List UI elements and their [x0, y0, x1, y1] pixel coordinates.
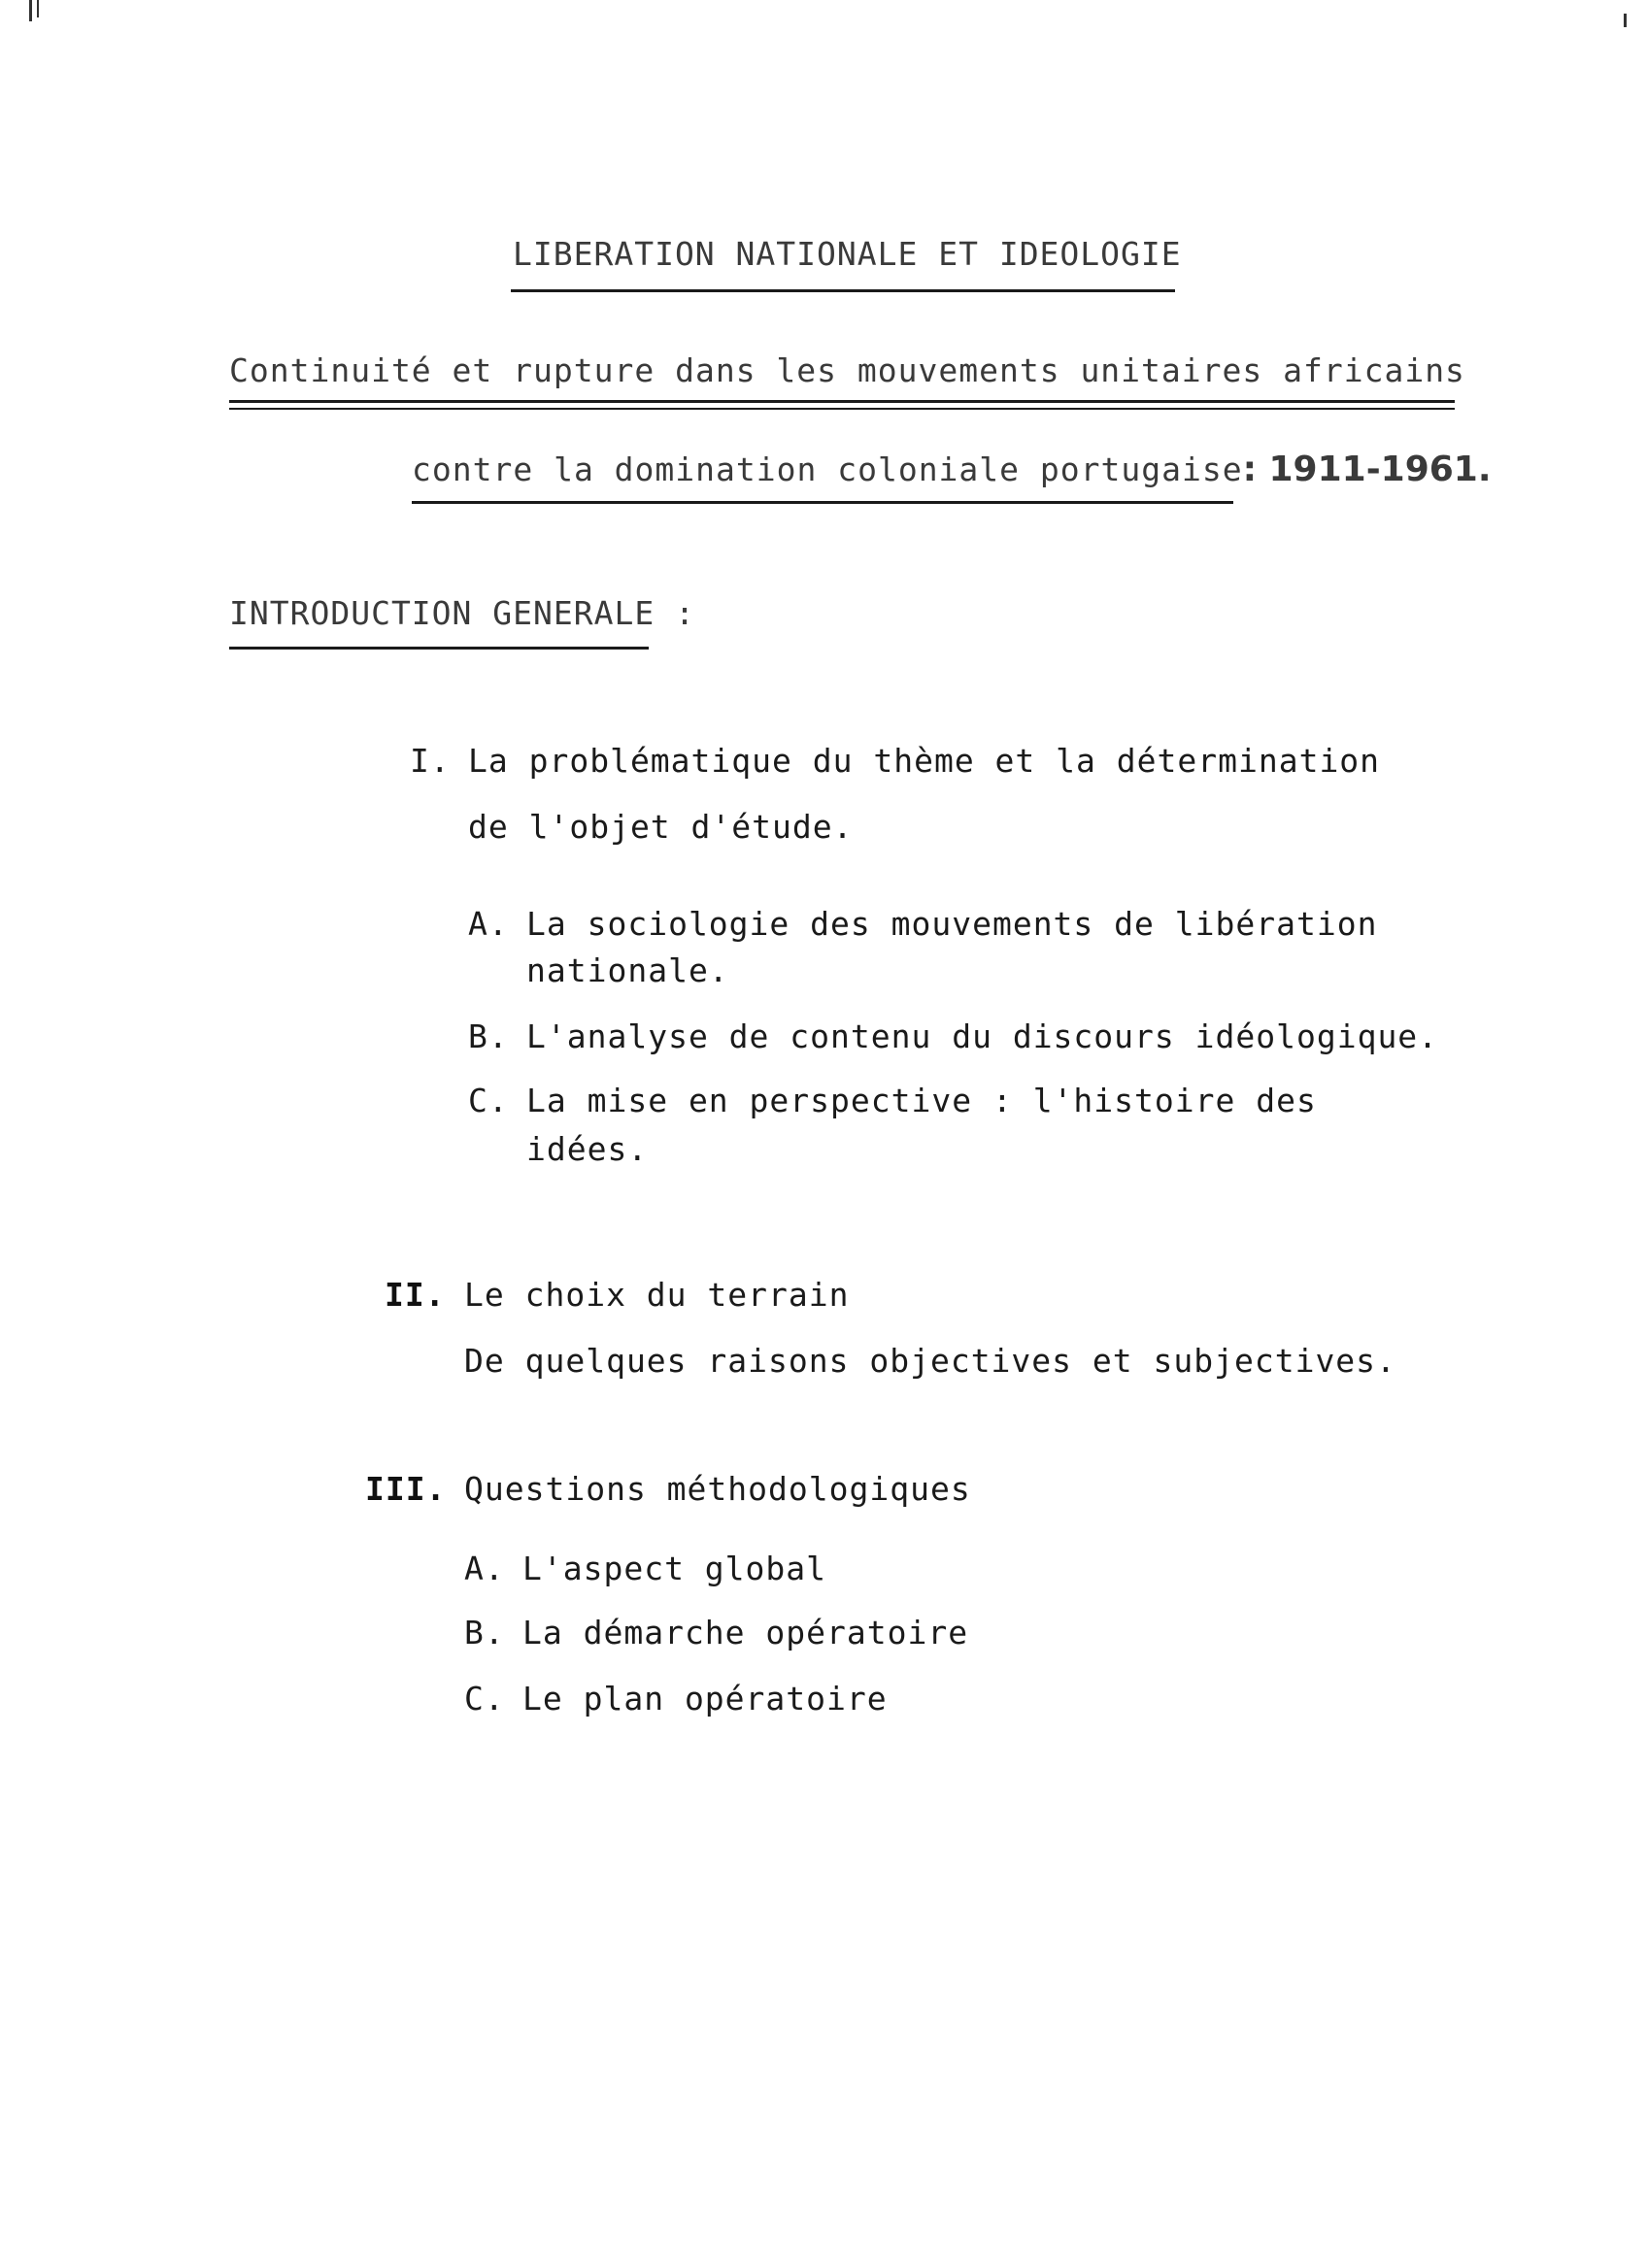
section-1-item-a-line-2: nationale. [526, 951, 729, 989]
section-2-line-1: Le choix du terrain [464, 1276, 850, 1314]
section-1-item-c-line-2: idées. [526, 1130, 649, 1168]
section-1-item-a-letter: A. [468, 905, 509, 943]
scan-mark [29, 0, 32, 21]
section-3-item-b-letter: B. [464, 1614, 505, 1651]
scan-mark [37, 0, 39, 17]
section-1-item-a-line-1: La sociologie des mouvements de libération [526, 905, 1378, 943]
title-underline [511, 289, 1175, 292]
subtitle-line-2 [412, 450, 1492, 489]
section-2-line-2: De quelques raisons objectives et subjectives. [464, 1342, 1396, 1380]
subtitle-underline-1b [229, 408, 1455, 410]
section-1-item-b-line-1: L'analyse de contenu du discours idéologique. [526, 1017, 1439, 1055]
section-1-item-b-letter: B. [468, 1017, 509, 1055]
introduction-heading: INTRODUCTION GENERALE : [229, 594, 695, 632]
section-1-item-c-letter: C. [468, 1082, 509, 1119]
subtitle-line-2-text: contre la domination coloniale portugaise [412, 450, 1243, 488]
section-1-line-1: La problématique du thème et la détermination [468, 742, 1381, 780]
section-1-item-c-line-1: La mise en perspective : l'histoire des [526, 1082, 1317, 1119]
section-3-item-b-line-1: La démarche opératoire [522, 1614, 969, 1651]
section-3-item-a-line-1: L'aspect global [522, 1550, 827, 1587]
section-3-item-c-line-1: Le plan opératoire [522, 1680, 888, 1718]
subtitle-underline-1 [229, 400, 1455, 403]
document-title: LIBERATION NATIONALE ET IDEOLOGIE [513, 235, 1182, 273]
section-3-line-1: Questions méthodologiques [464, 1470, 971, 1508]
section-1-numeral: I. [410, 742, 451, 780]
subtitle-dates: : 1911-1961. [1242, 450, 1492, 489]
section-2-numeral: II. [385, 1276, 446, 1314]
introduction-underline [229, 647, 649, 650]
section-3-item-a-letter: A. [464, 1550, 505, 1587]
subtitle-underline-2 [412, 501, 1233, 504]
scan-mark [1624, 14, 1627, 27]
section-1-line-2: de l'objet d'étude. [468, 808, 854, 846]
section-3-item-c-letter: C. [464, 1680, 505, 1718]
section-3-numeral: III. [365, 1470, 447, 1508]
subtitle-line-1: Continuité et rupture dans les mouvements unitaires africains [229, 351, 1465, 389]
